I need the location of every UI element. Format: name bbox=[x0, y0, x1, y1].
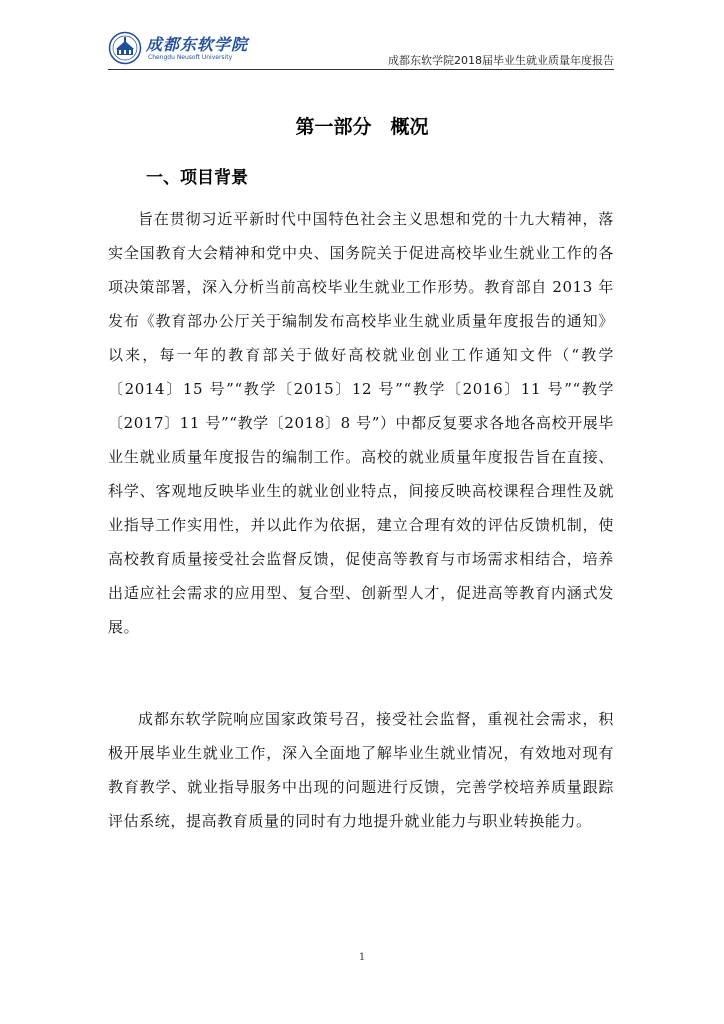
logo-text-cn: 成都东软学院 bbox=[146, 35, 249, 54]
university-logo bbox=[108, 28, 249, 68]
page-header bbox=[108, 28, 614, 68]
paragraph-2: 成都东软学院响应国家政策号召，接受社会监督，重视社会需求，积极开展毕业生就业工作，深入全面地了解毕业生就业情况，有效地对现有教育教学、就业指导服务中出现的问题进行反馈，完善学校培养质量跟踪评估系统，提高教育质量的同时有力地提升就业能力与职业转换能力。 bbox=[108, 710, 614, 830]
section-title: 一、项目背景 bbox=[146, 168, 248, 188]
logo-text-en: Chengdu Neusoft University bbox=[148, 54, 233, 61]
paragraph-1: 旨在贯彻习近平新时代中国特色社会主义思想和党的十九大精神，落实全国教育大会精神和党中央、国务院关于促进高校毕业生就业工作的各项决策部署，深入分析当前高校毕业生就业工作形势。教育部自 2013 年发布《教育部办公厅关于编制发布高校毕业生就业质量年度报告的通知》以来，每一年的教育部关于做好高校就业创业工作通知文件（“教学〔2014〕15 号”“教学〔2015〕12 号”“教学〔2016〕11 号”“教学〔2017〕11 号”“教学〔2018〕8 号”）中都反复要求各地各高校开展毕业生就业质量年度报告的编制工作。高校的就业质量年度报告旨在直接、科学、客观地反映毕业生的就业创业特点，间接反映高校课程合理性及就业指导工作实用性，并以此作为依据，建立合理有效的评估反馈机制，使高校教育质量接受社会监督反馈，促使高等教育与市场需求相结合，培养出适应社会需求的应用型、复合型、创新型人才，促进高等教育内涵式发展。 bbox=[108, 210, 614, 636]
report-title: 成都东软学院2018届毕业生就业质量年度报告 bbox=[388, 54, 614, 67]
part-title: 第一部分 概况 bbox=[295, 116, 429, 138]
university-emblem-icon bbox=[108, 31, 142, 65]
page-number: 1 bbox=[358, 952, 366, 963]
header-divider bbox=[108, 69, 614, 70]
